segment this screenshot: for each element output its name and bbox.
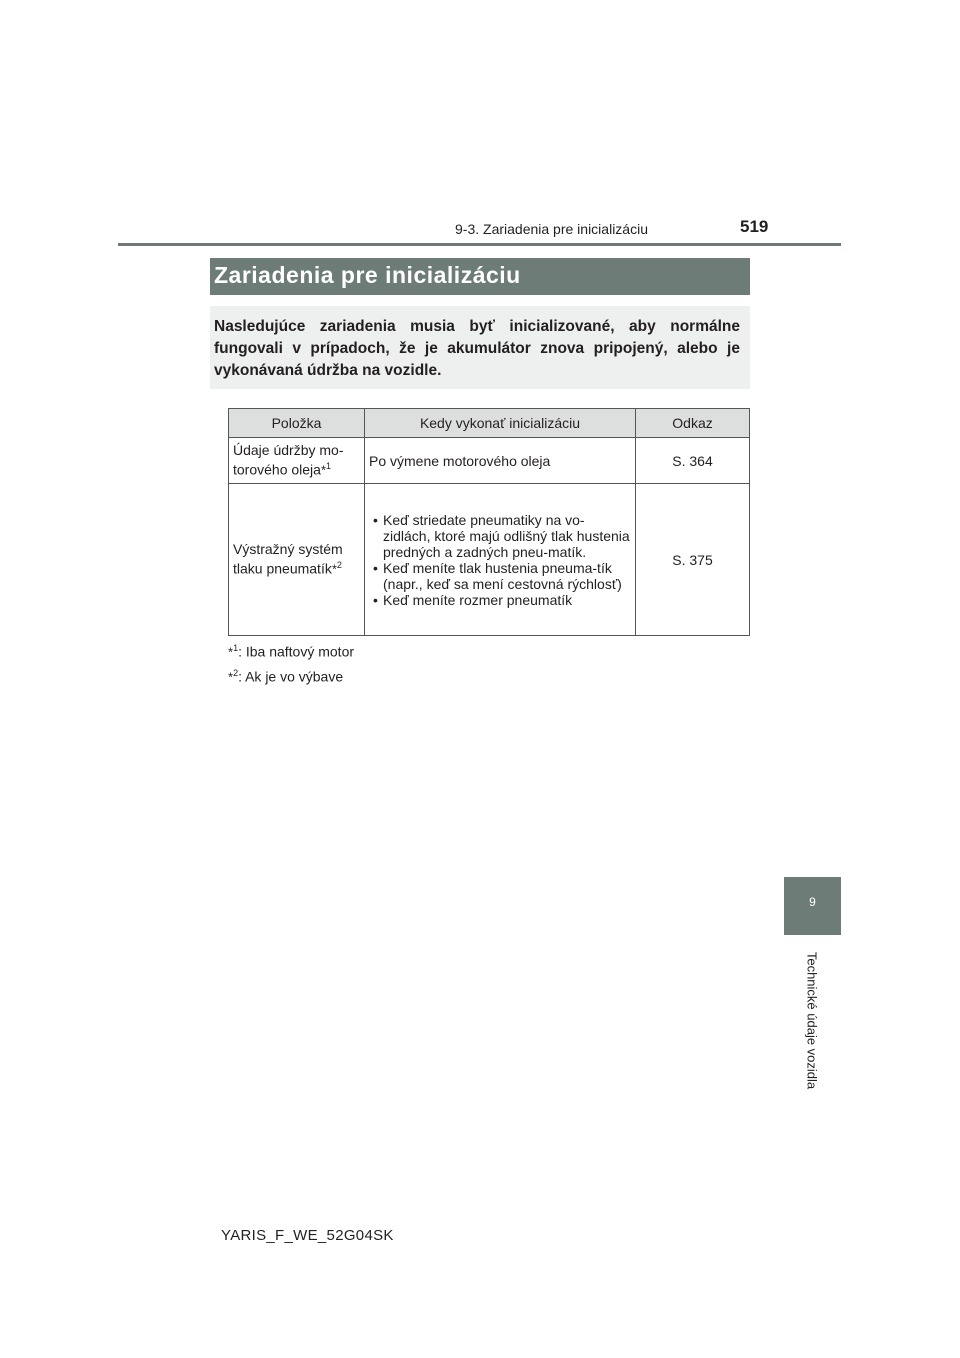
header-rule	[118, 243, 841, 246]
header-section-title: 9-3. Zariadenia pre inicializáciu	[455, 221, 648, 237]
bullet-text: Keď meníte tlak hustenia pneuma-tík (napr., keď sa mení cestovná rýchlosť)	[383, 559, 622, 592]
col-header-ref: Odkaz	[636, 409, 750, 438]
footnote-1-text: : Iba naftový motor	[238, 643, 355, 660]
page-number: 519	[740, 217, 769, 236]
footnote-1-mark: 1	[233, 643, 239, 653]
footnote-2	[228, 668, 343, 685]
row1-ref: S. 364	[636, 438, 750, 484]
table-row	[229, 438, 750, 484]
row1-item	[229, 438, 365, 484]
list-item: • Keď meníte rozmer pneumatík	[373, 591, 573, 608]
list-item: • Keď meníte tlak hustenia pneuma-tík (napr., keď sa mení cestovná rýchlosť)	[373, 559, 622, 592]
row2-when	[365, 484, 636, 636]
row1-item-mark: 1	[326, 461, 332, 472]
row2-item-mark: 2	[336, 560, 342, 571]
title-bar	[210, 258, 750, 295]
chapter-label	[782, 943, 820, 1103]
bullet-text: Keď meníte rozmer pneumatík	[383, 591, 573, 608]
chapter-number: 9	[809, 895, 816, 909]
page-title: Zariadenia pre inicializáciu	[214, 262, 521, 288]
footnote-2-mark: 2	[233, 668, 239, 678]
row1-when: Po výmene motorového oleja	[365, 438, 636, 484]
row2-item	[229, 484, 365, 636]
intro-box	[210, 306, 750, 389]
row2-when-list	[369, 512, 631, 608]
table-header-row	[229, 409, 750, 438]
footnote-star: *	[228, 669, 234, 685]
row1-item-text: Údaje údržby mo-torového oleja	[233, 442, 344, 478]
table-row	[229, 484, 750, 636]
row2-item-text: Výstražný systém tlaku pneumatík	[233, 541, 343, 577]
chapter-tab	[784, 877, 841, 935]
row2-ref: S. 375	[636, 484, 750, 636]
footnote-2-text: : Ak je vo výbave	[238, 668, 344, 685]
footnote-star: *	[331, 561, 337, 577]
intro-text: Nasledujúce zariadenia musia byť inicializované, aby normálne fungovali v prípadoch, že je akumulátor znova pripojený, alebo je vykonávaná údržba na vozidle.	[214, 318, 740, 379]
footnote-star: *	[320, 462, 327, 478]
col-header-when: Kedy vykonať inicializáciu	[365, 409, 636, 438]
footnote-star: *	[228, 644, 234, 660]
col-header-item: Položka	[229, 409, 365, 438]
chapter-label-text: Technické údaje vozidla	[804, 951, 820, 1090]
footnote-1	[228, 643, 354, 660]
list-item: • Keď striedate pneumatiky na vo-zidlách, ktoré majú odlišný tlak hustenia predných a zadných pneu-matík.	[373, 511, 630, 560]
document-code: YARIS_F_WE_52G04SK	[221, 1227, 394, 1244]
initialization-table	[228, 408, 750, 636]
bullet-text: Keď striedate pneumatiky na vo-zidlách, ktoré majú odlišný tlak hustenia predných a zadných pneu-matík.	[383, 511, 630, 560]
